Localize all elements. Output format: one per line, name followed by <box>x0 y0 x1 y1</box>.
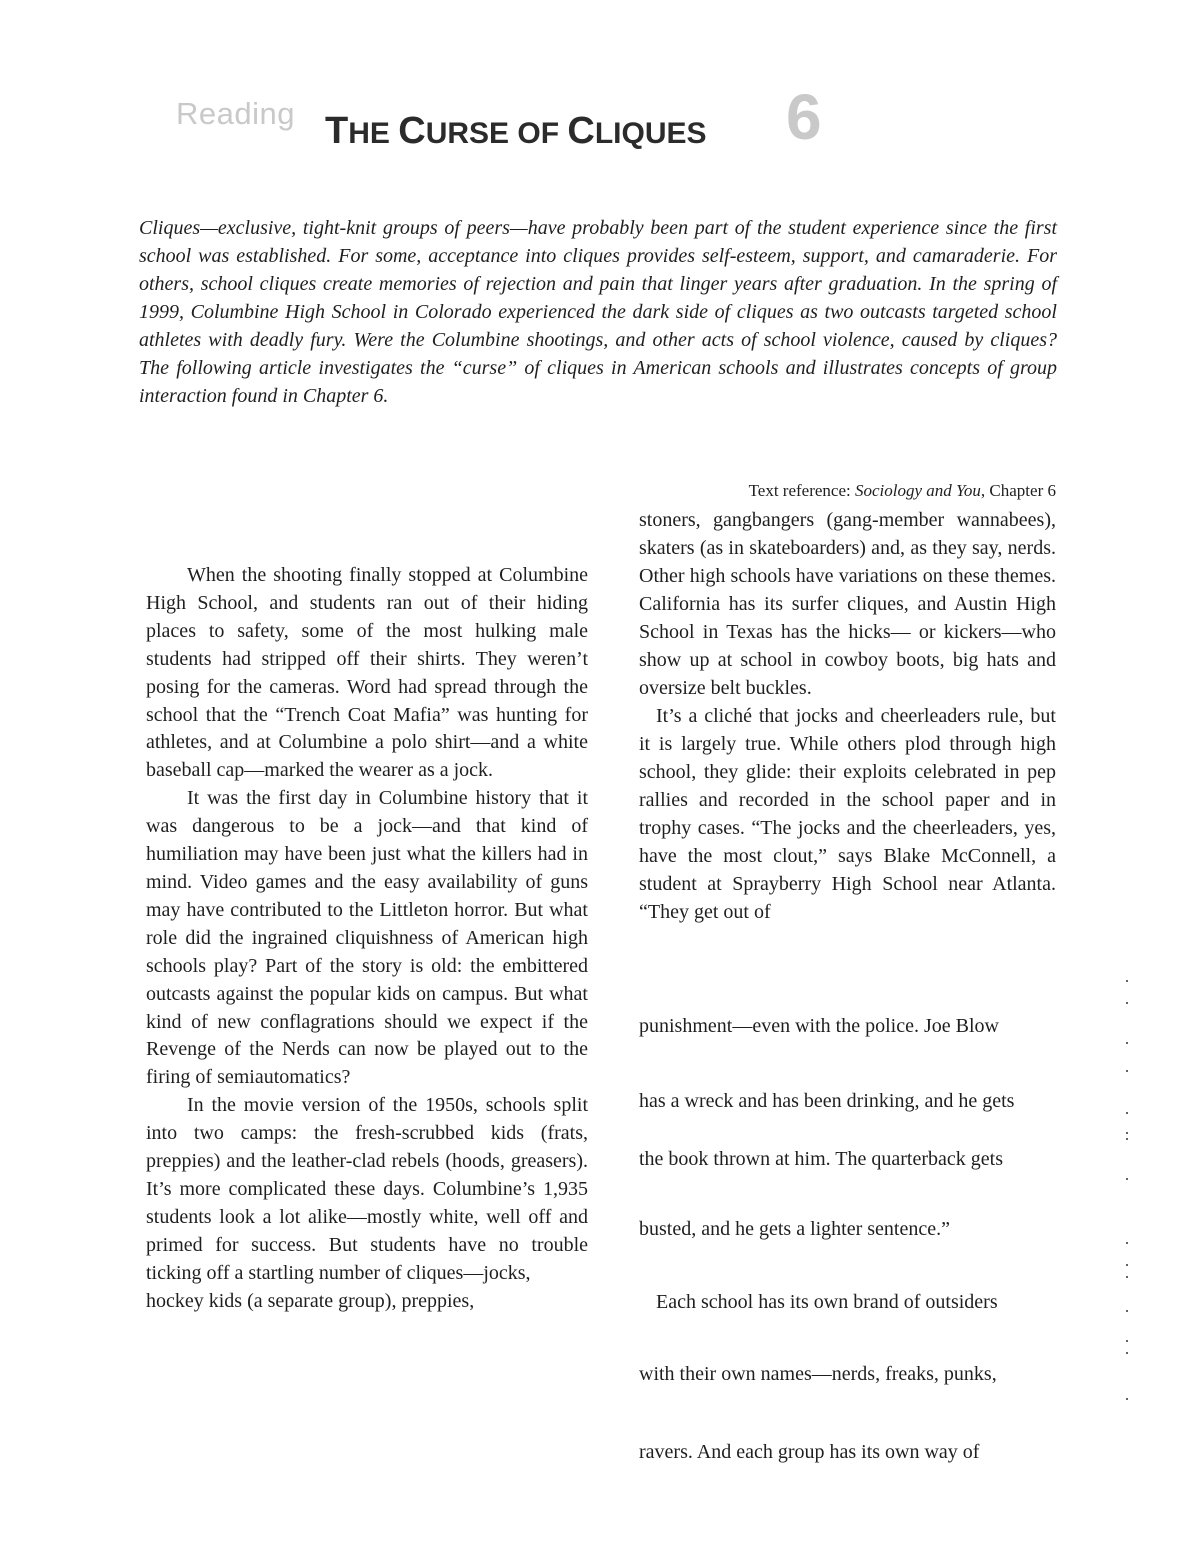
margin-dot <box>1126 1398 1128 1400</box>
left-column <box>146 562 588 1315</box>
text-reference-prefix: Text reference: <box>748 481 855 500</box>
margin-dot <box>1126 1340 1128 1342</box>
text-reference-book: Sociology and You <box>854 481 981 500</box>
left-paragraph-1: When the shooting finally stopped at Columbine High School, and students ran out of their hiding places to safety, some of the most hulking male students had stripped off their shirts. They weren’t posing for the cameras. Word had spread through the school that the “Trench Coat Mafia” was hunting for athletes, and at Columbine a polo shirt—and a white baseball cap—marked the wearer as a jock. <box>146 564 588 782</box>
reading-header <box>176 80 976 160</box>
margin-dot <box>1126 980 1128 982</box>
title-part-urse: URSE OF <box>425 117 568 150</box>
margin-dot <box>1126 1070 1128 1072</box>
margin-dot <box>1126 1310 1128 1312</box>
margin-dot <box>1126 1264 1128 1266</box>
margin-dot <box>1126 1042 1128 1044</box>
title-part-liques: LIQUES <box>594 117 707 150</box>
margin-dot <box>1126 1132 1128 1134</box>
right-paragraph-2: It’s a cliché that jocks and cheerleaders rule, but it is largely true. While others plod through high school, they glide: their exploits celebrated in pep rallies and recorded in the school paper and in trophy cases. “The jocks and the cheerleaders, yes, have the most clout,” says Blake McConnell, a student at Sprayberry High School near Atlanta. “They get out of <box>639 705 1056 923</box>
title-letter-t: T <box>325 110 349 152</box>
margin-dot <box>1126 1178 1128 1180</box>
margin-dot <box>1126 1002 1128 1004</box>
reading-label: Reading <box>176 96 295 131</box>
right-column <box>639 506 1056 926</box>
left-paragraph-3: In the movie version of the 1950s, schools split into two camps: the fresh-scrubbed kids (frats, preppies) and the leather-clad rebels (hoods, greasers). It’s more complicated these days. Columbine’s 1,935 students look a lot alike—mostly white, well off and primed for success. But students have no trouble ticking off a startling number of cliques—jocks, <box>146 1094 588 1284</box>
left-paragraph-4: hockey kids (a separate group), preppies, <box>146 1289 475 1312</box>
chapter-number: 6 <box>786 81 822 153</box>
right-spaced-line: Each school has its own brand of outsiders <box>656 1291 998 1313</box>
margin-dot <box>1126 1352 1128 1354</box>
right-spaced-line: with their own names—nerds, freaks, punks, <box>639 1363 997 1385</box>
right-spaced-line: has a wreck and has been drinking, and he gets <box>639 1090 1015 1112</box>
title-letter-c1: C <box>398 110 426 152</box>
margin-dots <box>1126 980 1132 1420</box>
margin-dot <box>1126 1242 1128 1244</box>
text-reference <box>640 481 1056 501</box>
margin-dot <box>1126 1276 1128 1278</box>
right-spaced-line: the book thrown at him. The quarterback gets <box>639 1148 1003 1170</box>
right-paragraph-1: stoners, gangbangers (gang-member wannabees), skaters (as in skateboarders) and, as they say, nerds. Other high schools have variations on these themes. California has its surfer cliques, and Austin High School in Texas has the hicks— or kickers—who show up at school in cowboy boots, big hats and oversize belt buckles. <box>639 509 1056 699</box>
title-letter-c2: C <box>567 110 595 152</box>
text-reference-suffix: , Chapter 6 <box>980 481 1056 500</box>
intro-paragraph: Cliques—exclusive, tight-knit groups of peers—have probably been part of the student experience since the first school was established. For some, acceptance into cliques provides self-esteem, support, and camaraderie. For others, school cliques create memories of rejection and pain that linger years after graduation. In the spring of 1999, Columbine High School in Colorado experienced the dark side of cliques as two outcasts targeted school athletes with deadly fury. Were the Columbine shootings, and other acts of school violence, caused by cliques? The following article investigates the “curse” of cliques in American schools and illustrates concepts of group interaction found in Chapter 6. <box>139 217 1057 407</box>
margin-dot <box>1126 1138 1128 1140</box>
right-spaced-line: ravers. And each group has its own way of <box>639 1441 980 1463</box>
left-paragraph-2: It was the first day in Columbine history that it was dangerous to be a jock—and that kind of humiliation may have been just what the killers had in mind. Video games and the easy availability of guns may have contributed to the Littleton horror. But what role did the ingrained cliquishness of American high schools play? Part of the story is old: the embittered outcasts against the popular kids on campus. But what kind of new conflagrations should we expect if the Revenge of the Nerds can now be played out to the firing of semiautomatics? <box>146 787 588 1089</box>
article-title <box>325 110 707 153</box>
margin-dot <box>1126 1112 1128 1114</box>
right-spaced-line: punishment—even with the police. Joe Blow <box>639 1015 999 1037</box>
right-spaced-line: busted, and he gets a lighter sentence.” <box>639 1218 950 1240</box>
title-part-he: HE <box>348 117 399 150</box>
